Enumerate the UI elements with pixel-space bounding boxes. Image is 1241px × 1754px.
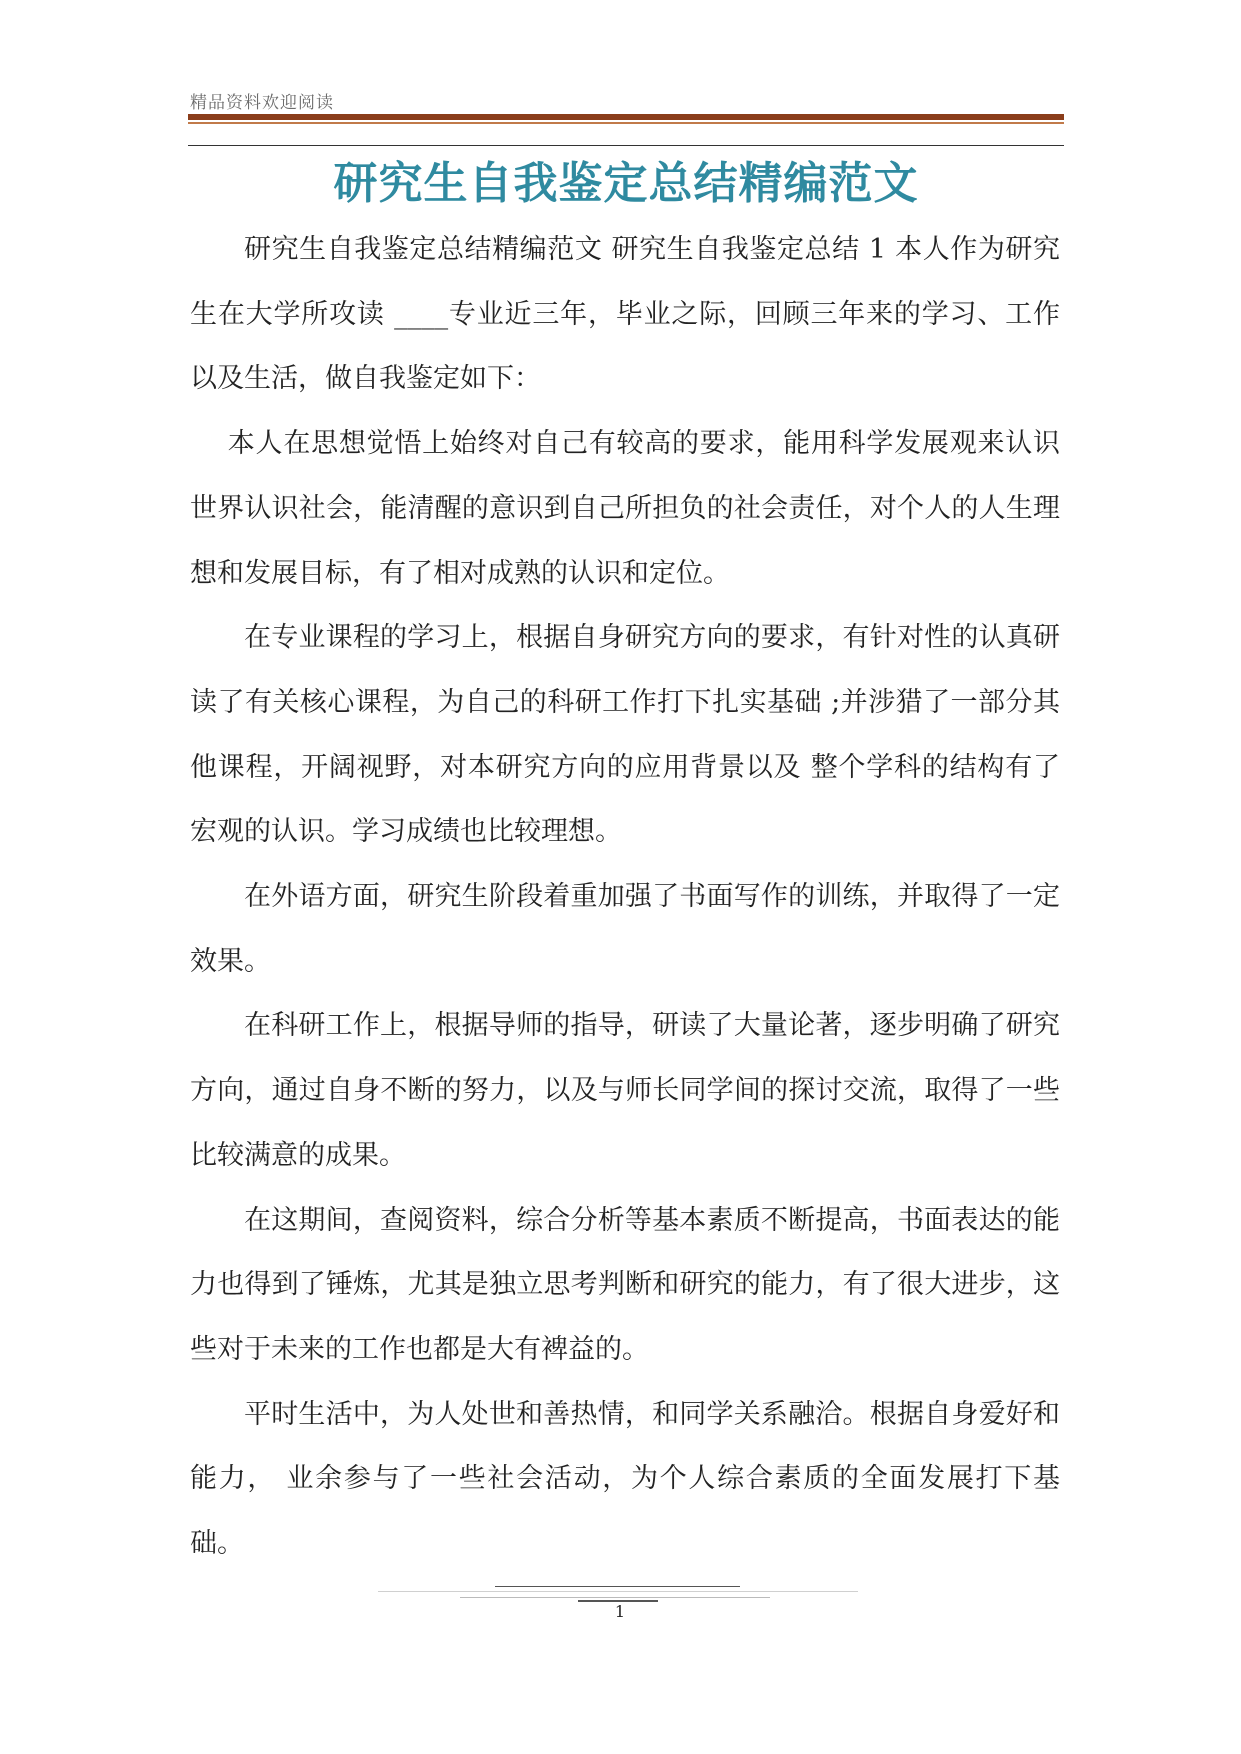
footer-rule bbox=[378, 1591, 858, 1592]
header-rule-thin bbox=[188, 122, 1064, 124]
paragraph-skills: 在这期间，查阅资料，综合分析等基本素质不断提高，书面表达的能力也得到了锤炼，尤其是独立思考判断和研究的能力，有了很大进步，这些对于未来的工作也都是大有裨益的。 bbox=[190, 1204, 1060, 1365]
paragraph-intro: 研究生自我鉴定总结精编范文 研究生自我鉴定总结 1 本人作为研究生在大学所攻读 ____专业近三年，毕业之际，回顾三年来的学习、工作以及生活，做自我鉴定如下： bbox=[190, 234, 1060, 395]
header-rule-line bbox=[188, 145, 1064, 146]
footer-rule bbox=[495, 1586, 740, 1587]
footer-rule bbox=[460, 1597, 770, 1598]
paragraph-foreign-language: 在外语方面，研究生阶段着重加强了书面写作的训练，并取得了一定效果。 bbox=[190, 881, 1060, 977]
document-body bbox=[190, 218, 1060, 1577]
header-label: 精品资料欢迎阅读 bbox=[190, 93, 334, 113]
header-rule-thick bbox=[188, 114, 1064, 120]
document-title: 研究生自我鉴定总结精编范文 bbox=[333, 158, 919, 209]
page-number: 1 bbox=[614, 1602, 626, 1621]
paragraph-life: 平时生活中，为人处世和善热情，和同学关系融洽。根据自身爱好和能力， 业余参与了一些社会活动，为个人综合素质的全面发展打下基础。 bbox=[190, 1398, 1060, 1560]
paragraph-thought: 本人在思想觉悟上始终对自己有较高的要求，能用科学发展观来认识世界认识社会，能清醒的意识到自己所担负的社会责任，对个人的人生理想和发展目标，有了相对成熟的认识和定位。 bbox=[190, 428, 1060, 589]
paragraph-courses: 在专业课程的学习上，根据自身研究方向的要求，有针对性的认真研读了有关核心课程，为自己的科研工作打下扎实基础 ;并涉猎了一部分其他课程，开阔视野，对本研究方向的应用背景以及 整个学科的结构有了宏观的认识。学习成绩也比较理想。 bbox=[190, 622, 1060, 848]
paragraph-research: 在科研工作上，根据导师的指导，研读了大量论著，逐步明确了研究方向，通过自身不断的努力，以及与师长同学间的探讨交流，取得了一些比较满意的成果。 bbox=[190, 1010, 1060, 1171]
